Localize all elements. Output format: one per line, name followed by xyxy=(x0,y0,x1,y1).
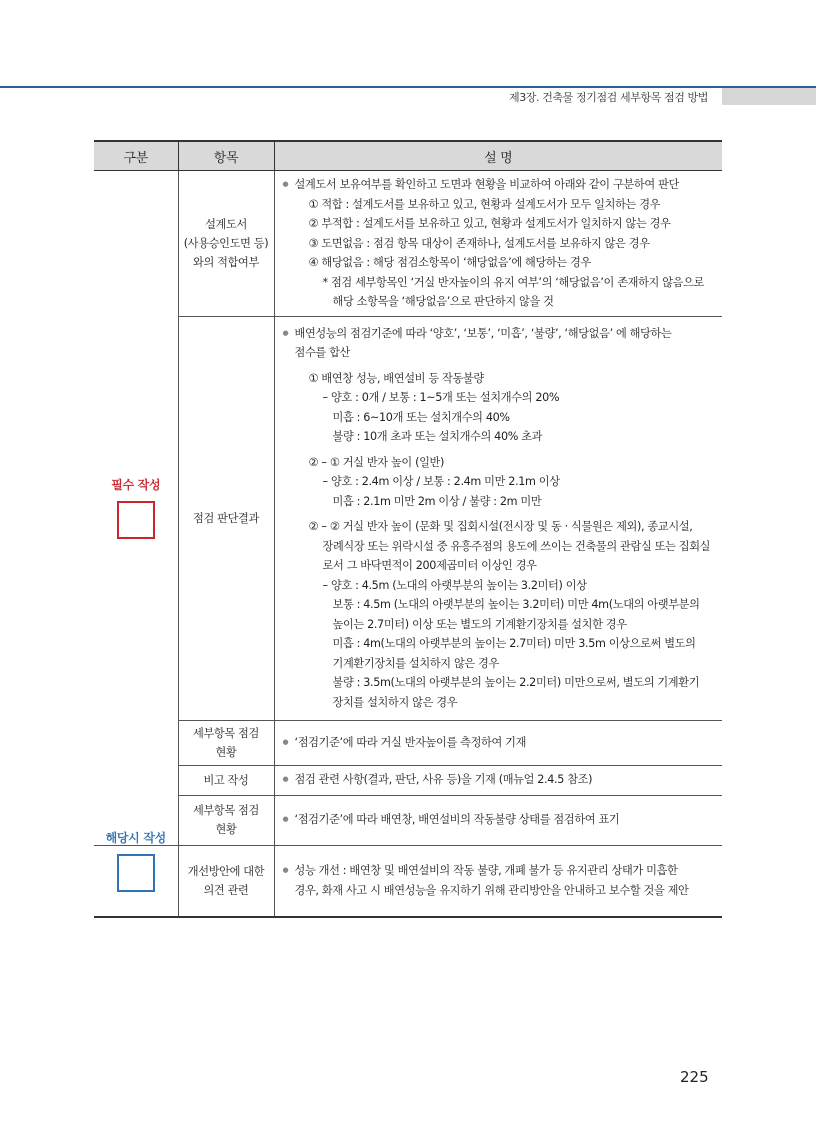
optional-checkbox xyxy=(117,854,155,892)
section-required-cell xyxy=(94,171,178,846)
section-optional-cell xyxy=(94,831,178,917)
item-line: (사용승인도면 등) xyxy=(183,236,269,250)
desc-line: 기계환기장치를 설치하지 않은 경우 xyxy=(332,656,499,670)
desc-design-docs xyxy=(274,171,722,317)
item-status-2 xyxy=(178,795,274,845)
desc-line: 미흡 : 2.1m 미만 2m 이상 / 불량 : 2m 미만 xyxy=(332,494,542,508)
desc-bullet: ● ‘점검기준’에 따라 거실 반자높이를 측정하여 기재 xyxy=(283,733,719,753)
desc-bullet: ● 성능 개선 : 배연창 및 배연설비의 작동 불량, 개폐 불가 등 유지관리 상태가 미흡한 xyxy=(283,861,719,881)
item-line: 의견 관련 xyxy=(203,883,249,897)
desc-note: 해당 소항목을 ‘해당없음’으로 판단하지 않을 것 xyxy=(332,295,554,308)
table-row xyxy=(94,765,722,795)
header-tab-box xyxy=(722,88,816,105)
desc-status-1 xyxy=(274,720,722,765)
table-row xyxy=(94,795,722,845)
desc-line: ② – ② 거실 반자 높이 (문화 및 집회시설(전시장 및 동 · 식물원은 제외), 종교시설, xyxy=(308,520,693,534)
desc-line: 장례식장 또는 위락시설 중 유흥주점의 용도에 쓰이는 건축물의 관람실 또는 집회실 xyxy=(322,539,711,553)
item-status-1 xyxy=(178,720,274,765)
item-remarks: 비고 작성 xyxy=(178,765,274,795)
table-row xyxy=(94,845,722,917)
desc-line: 불량 : 3.5m(노대의 아랫부분의 높이는 2.2미터) 미만으로써, 별도의 기계환기 xyxy=(332,676,700,690)
desc-improvement xyxy=(274,845,722,917)
item-line: 세부항목 점검 xyxy=(193,804,259,817)
header-description: 설 명 xyxy=(274,141,722,171)
table-header-row xyxy=(94,141,722,171)
desc-line: 장치를 설치하지 않은 경우 xyxy=(332,695,458,709)
desc-line: – 양호 : 0개 / 보통 : 1~5개 또는 설치개수의 20% xyxy=(322,391,560,405)
inspection-table xyxy=(94,140,722,918)
desc-line: 미흡 : 6~10개 또는 설치개수의 40% xyxy=(332,410,510,424)
desc-line: 로서 그 바닥면적이 200제곱미터 이상인 경우 xyxy=(322,559,537,573)
desc-bullet: ● 배연성능의 점검기준에 따라 ‘양호’, ‘보통’, ‘미흡’, ‘불량’, ‘해당없음’ 에 해당하는 xyxy=(283,324,719,344)
desc-bullet: ● 설계도서 보유여부를 확인하고 도면과 현황을 비교하여 아래와 같이 구분하여 판단 xyxy=(283,175,719,195)
item-line: 설계도서 xyxy=(205,217,247,231)
desc-line: 높이는 2.7미터) 이상 또는 별도의 기계환기장치를 설치한 경우 xyxy=(332,617,627,631)
section-optional xyxy=(94,829,178,892)
desc-line: 점수를 합산 xyxy=(294,346,350,360)
table-row xyxy=(94,316,722,720)
desc-line: ① 배연창 성능, 배연설비 등 작동불량 xyxy=(308,371,484,385)
item-design-docs xyxy=(178,171,274,317)
item-line: 세부항목 점검 xyxy=(193,726,259,740)
desc-status-2 xyxy=(274,795,722,845)
page-number: 225 xyxy=(680,1068,709,1086)
desc-line: ④ 해당없음 : 해당 점검소항목이 ‘해당없음’에 해당하는 경우 xyxy=(308,256,591,269)
desc-line: 경우, 화재 사고 시 배연성능을 유지하기 위해 관리방안을 안내하고 보수할 것을 제안 xyxy=(294,883,689,897)
item-line: 현황 xyxy=(215,823,237,836)
header-rule xyxy=(0,86,816,88)
desc-line: ③ 도면없음 : 점검 항목 대상이 존재하나, 설계도서를 보유하지 않은 경우 xyxy=(308,236,650,250)
section-optional-label: 해당시 작성 xyxy=(105,831,166,846)
section-required-label: 필수 작성 xyxy=(111,478,161,493)
desc-line: ② – ① 거실 반자 높이 (일반) xyxy=(308,455,445,469)
desc-judgment xyxy=(274,316,722,720)
table-row xyxy=(94,720,722,765)
desc-line: 미흡 : 4m(노대의 아랫부분의 높이는 2.7미터) 미만 3.5m 이상으로써 별도의 xyxy=(332,637,696,651)
item-line: 와의 적합여부 xyxy=(193,255,259,269)
desc-note: * 점검 세부항목인 ‘거실 반자높이의 유지 여부’의 ‘해당없음’이 존재하지 않음으로 xyxy=(322,275,705,289)
desc-line: 불량 : 10개 초과 또는 설치개수의 40% 초과 xyxy=(332,430,543,444)
desc-bullet: ● ‘점검기준’에 따라 배연창, 배연설비의 작동불량 상태를 점검하여 표기 xyxy=(283,810,719,830)
desc-line: 보통 : 4.5m (노대의 아랫부분의 높이는 3.2미터) 미만 4m(노대의 아랫부분의 xyxy=(332,598,700,612)
section-required xyxy=(94,476,178,539)
desc-line: – 양호 : 2.4m 이상 / 보통 : 2.4m 미만 2.1m 이상 xyxy=(322,475,560,489)
item-judgment: 점검 판단결과 xyxy=(178,316,274,720)
header-category: 구분 xyxy=(94,141,178,171)
header-item: 항목 xyxy=(178,141,274,171)
chapter-title: 제3장. 건축물 정기점검 세부항목 점검 방법 xyxy=(508,91,708,104)
table-row xyxy=(94,171,722,317)
desc-line: ① 적합 : 설계도서를 보유하고 있고, 현황과 설계도서가 모두 일치하는 경우 xyxy=(308,197,661,211)
required-checkbox xyxy=(117,501,155,539)
desc-line: ② 부적합 : 설계도서를 보유하고 있고, 현황과 설계도서가 일치하지 않는 경우 xyxy=(308,217,671,230)
item-line: 개선방안에 대한 xyxy=(187,864,265,878)
desc-line: – 양호 : 4.5m (노대의 아랫부분의 높이는 3.2미터) 이상 xyxy=(322,578,587,592)
desc-bullet: ● 점검 관련 사항(결과, 판단, 사유 등)을 기재 (매뉴얼 2.4.5 참조) xyxy=(283,770,719,790)
item-line: 현황 xyxy=(215,745,237,759)
item-improvement xyxy=(178,845,274,917)
desc-remarks xyxy=(274,765,722,795)
